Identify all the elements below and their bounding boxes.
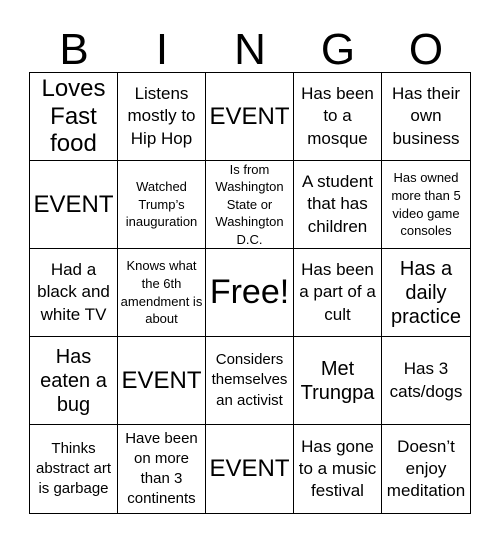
- bingo-cell-r2-c2[interactable]: Watched Trump’s inauguration: [118, 161, 206, 249]
- header-letter-g: G: [320, 25, 356, 74]
- bingo-free-space[interactable]: Free!: [206, 249, 294, 337]
- bingo-cell-r2-c4[interactable]: A student that has children: [294, 161, 382, 249]
- bingo-header: [30, 25, 470, 74]
- bingo-cell-r3-c1[interactable]: Had a black and white TV: [30, 249, 118, 337]
- header-letter-n: N: [234, 25, 266, 74]
- bingo-cell-r2-c3[interactable]: Is from Washington State or Washington D.C.: [206, 161, 294, 249]
- bingo-card-grid: [29, 72, 471, 514]
- bingo-cell-r1-c2[interactable]: Listens mostly to Hip Hop: [118, 73, 206, 161]
- bingo-cell-r2-c5[interactable]: Has owned more than 5 video game consoles: [382, 161, 470, 249]
- bingo-cell-r4-c4[interactable]: Met Trungpa: [294, 337, 382, 425]
- bingo-cell-r4-c5[interactable]: Has 3 cats/dogs: [382, 337, 470, 425]
- bingo-cell-r5-c2[interactable]: Have been on more than 3 continents: [118, 425, 206, 513]
- header-letter-o: O: [408, 25, 444, 74]
- bingo-cell-r1-c1[interactable]: Loves Fast food: [30, 73, 118, 161]
- bingo-cell-r5-c1[interactable]: Thinks abstract art is garbage: [30, 425, 118, 513]
- header-letter-i: I: [155, 25, 169, 74]
- header-letter-b: B: [59, 25, 89, 74]
- bingo-cell-r1-c4[interactable]: Has been to a mosque: [294, 73, 382, 161]
- bingo-cell-r5-c5[interactable]: Doesn’t enjoy meditation: [386, 436, 466, 501]
- bingo-cell-r3-c2[interactable]: Knows what the 6th amendment is about: [118, 249, 206, 337]
- bingo-cell-r2-c1[interactable]: EVENT: [30, 161, 118, 249]
- bingo-cell-r4-c1[interactable]: Has eaten a bug: [30, 337, 118, 425]
- bingo-cell-r4-c2[interactable]: EVENT: [118, 337, 206, 425]
- bingo-cell-r4-c3[interactable]: Considers themselves an activist: [206, 337, 294, 425]
- bingo-cell-r5-c3[interactable]: EVENT: [206, 425, 294, 513]
- bingo-cell-r3-c5[interactable]: Has a daily practice: [382, 249, 470, 337]
- bingo-cell-r1-c3[interactable]: EVENT: [206, 73, 294, 161]
- bingo-cell-r5-c4[interactable]: Has gone to a music festival: [294, 425, 382, 513]
- bingo-cell-r1-c5[interactable]: Has their own business: [382, 73, 470, 161]
- bingo-cell-r3-c4[interactable]: Has been a part of a cult: [294, 249, 382, 337]
